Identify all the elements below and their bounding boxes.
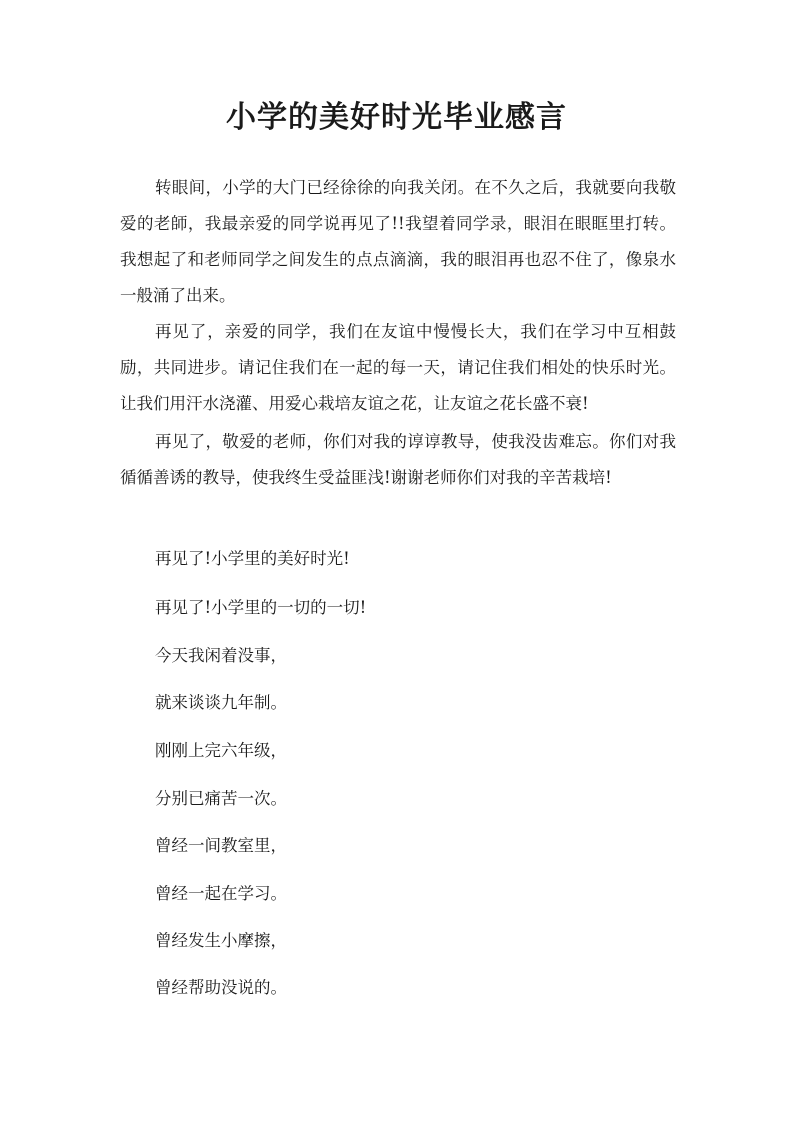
poem-line: 分别已痛苦一次。: [155, 789, 287, 808]
poem-line: 曾经一起在学习。: [155, 884, 287, 903]
poem-line: 刚刚上完六年级，: [155, 741, 287, 760]
paragraph-farewell-intro: 转眼间，小学的大门已经徐徐的向我关闭。在不久之后，我就要向我敬爱的老師，我最亲爱的同学说再见了!!我望着同学录，眼泪在眼眶里打转。我想起了和老师同学之间发生的点点滴滴，我的眼泪再也忍不住了，像泉水一般涌了出来。: [120, 178, 676, 305]
text-line: 再见了!小学里的美好时光!: [155, 549, 350, 568]
text-line: 再见了!小学里的一切的一切!: [155, 598, 367, 617]
poem-line: 今天我闲着没事，: [155, 646, 287, 665]
paragraph-farewell-classmates: 再见了，亲爱的同学，我们在友谊中慢慢长大，我们在学习中互相鼓励，共同进步。请记住我们在一起的每一天，请记住我们相处的快乐时光。让我们用汗水浇灌、用爱心栽培友谊之花，让友谊之花长盛不衰!: [120, 322, 676, 413]
poem-line: 曾经帮助没说的。: [155, 978, 287, 997]
poem-line: 就来谈谈九年制。: [155, 693, 287, 712]
poem-line: 曾经发生小摩擦，: [155, 931, 287, 950]
paragraph-farewell-teachers: 再见了，敬爱的老师，你们对我的谆谆教导，使我没齿难忘。你们对我循循善诱的教导，使我终生受益匪浅!谢谢老师你们对我的辛苦栽培!: [120, 432, 676, 487]
poem-line: 曾经一间教室里，: [155, 836, 287, 855]
document-title: 小学的美好时光毕业感言: [226, 100, 567, 135]
